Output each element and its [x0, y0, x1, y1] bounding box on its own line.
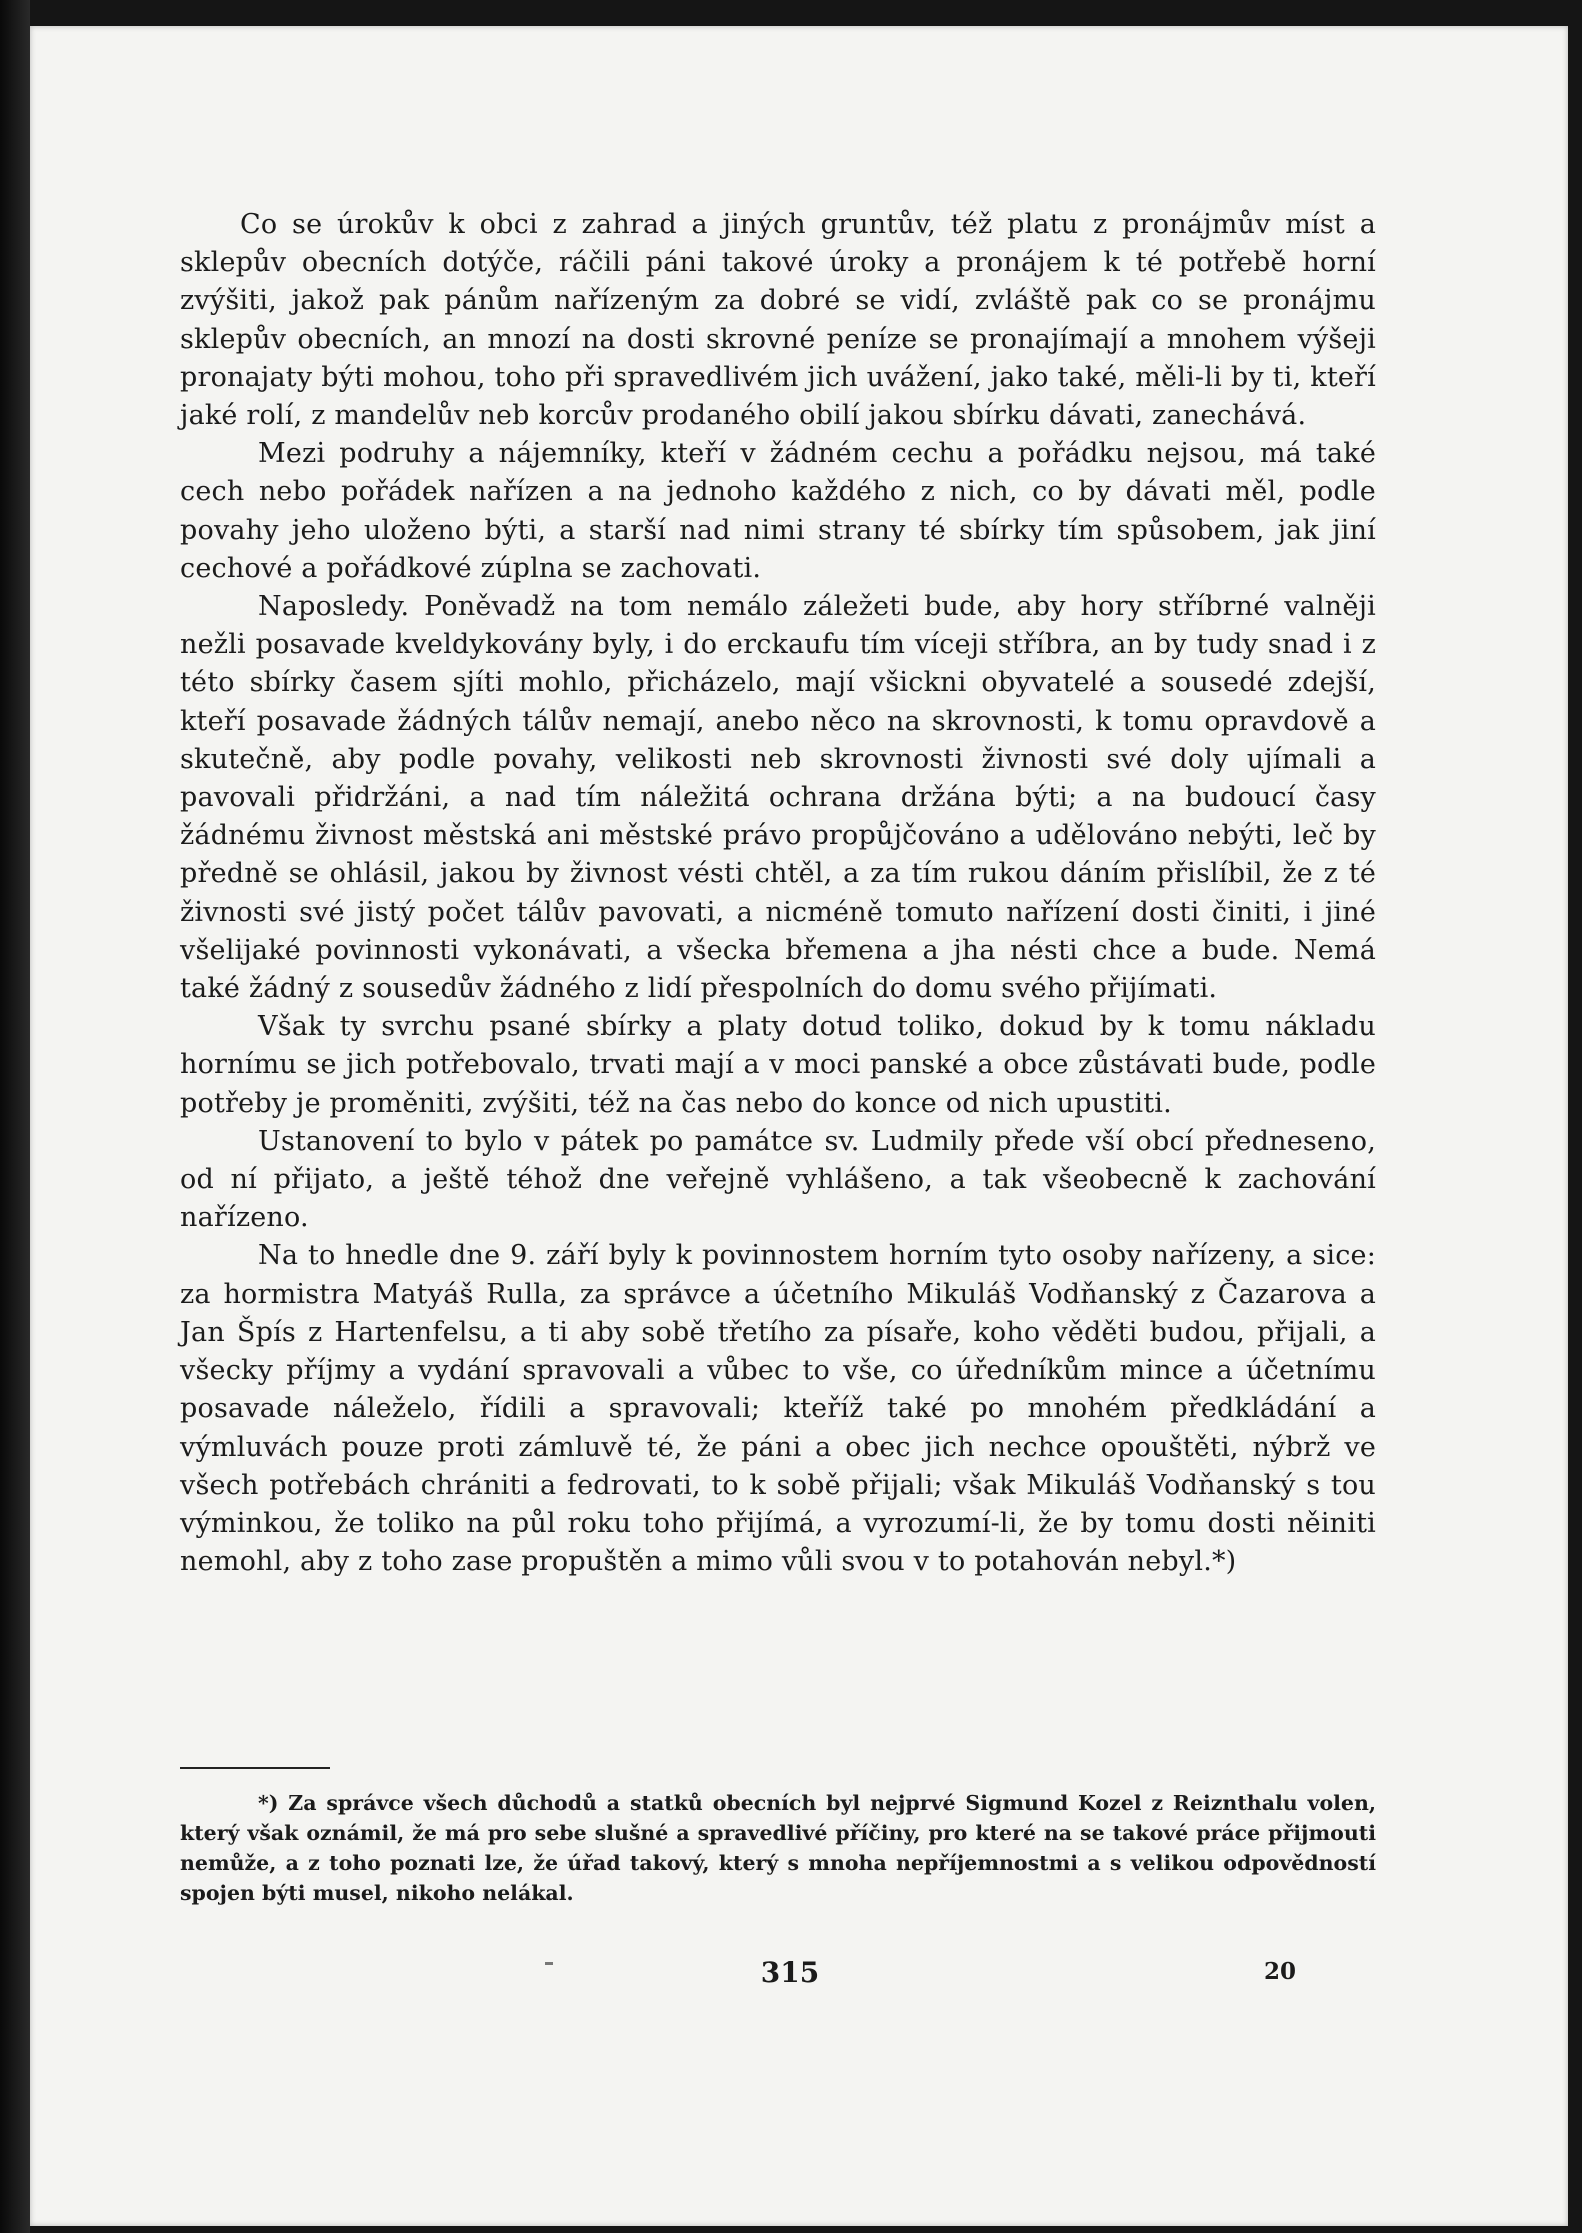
binding-shadow: [0, 0, 30, 2233]
paragraph: Co se úrokův k obci z zahrad a jiných gruntův, též platu z pronájmův míst a sklepův obecních dotýče, ráčili páni takové úroky a pronájem k té potřebě horní zvýšiti, jakož pak pánům nařízeným za dobré se vidí, zvláště pak co se pronájmu sklepův obecních, an mnozí na dosti skrovné peníze se pronajímají a mnohem výšeji pronajaty býti mohou, toho při spravedlivém jich uvážení, jako také, měli-li by ti, kteří jaké rolí, z mandelův neb korcův prodaného obilí jakou sbírku dávati, zanechává.: [180, 209, 1376, 432]
page-number: 315: [760, 1956, 820, 1989]
footnote: *) Za správce všech důchodů a statků obecních byl nejprvé Sigmund Kozel z Reiznthalu volen, který však oznámil, že má pro sebe slušné a spravedlivé příčiny, pro které na se takové práce přijmouti nemůže, a z toho poznati lze, že úřad takový, který s mnoha nepříjemnostmi a s velikou odpovědností spojen býti musel, nikoho nelákal.: [180, 1791, 1376, 1905]
document-page: [30, 26, 1568, 2226]
paragraph: Však ty svrchu psané sbírky a platy dotud toliko, dokud by k tomu nákladu hornímu se jich potřebovalo, trvati mají a v moci panské a obce zůstávati bude, podle potřeby je proměniti, zvýšiti, též na čas nebo do konce od nich upustiti.: [180, 1011, 1376, 1119]
paragraph: Mezi podruhy a nájemníky, kteří v žádném cechu a pořádku nejsou, má také cech nebo pořádek nařízen a na jednoho každého z nich, co by dávati měl, podle povahy jeho uloženo býti, a starší nad nimi strany té sbírky tím spůsobem, jak jiní cechové a pořádkové zúplna se zachovati.: [180, 438, 1376, 584]
paragraph: Ustanovení to bylo v pátek po památce sv. Ludmily přede vší obcí předneseno, od ní přijato, a ještě téhož dne veřejně vyhlášeno, a tak všeobecně k zachování nařízeno.: [180, 1125, 1376, 1234]
paragraph: Naposledy. Poněvadž na tom nemálo záležeti bude, aby hory stříbrné valněji nežli posavade kveldykovány byly, i do erckaufu tím víceji stříbra, an by tudy snad i z této sbírky časem sjíti mohlo, přicházelo, mají všickni obyvatelé a sousedé zdejší, kteří posavade žádných tálův nemají, anebo něco na skrovnosti, k tomu opravdově a skutečně, aby podle povahy, velikosti neb skrovnosti živnosti své doly ujímali a pavovali přidržáni, a nad tím náležitá ochrana držána býti; a na budoucí časy žádnému živnost městská ani městské právo propůjčováno a udělováno nebýti, leč by předně se ohlásil, jakou by živnost vésti chtěl, a za tím rukou dáním přislíbil, že z té živnosti své jistý počet tálův pavovati, a nicméně tomuto nařízení dosti činiti, i jiné všelijaké povinnosti vykonávati, a všecka břemena a jha nésti chce a bude. Nemá také žádný z sousedův žádného z lidí přespolních do domu svého přijímati.: [180, 591, 1376, 1005]
paragraph: Na to hnedle dne 9. září byly k povinnostem horním tyto osoby nařízeny, a sice: za hormistra Matyáš Rulla, za správce a účetního Mikuláš Vodňanský z Čazarova a Jan Špís z Hartenfelsu, a ti aby sobě třetího za písaře, koho věděti budou, přijali, a všecky příjmy a vydání spravovali a vůbec to vše, co úředníkům mince a účetnímu posavade náleželo, řídili a spravovali; kteříž také po mnohém předkládání a výmluvách pouze proti zámluvě té, že páni a obec jich nechce opouštěti, nýbrž ve všech potřebách chrániti a fedrovati, to k sobě přijali; však Mikuláš Vodňanský s tou výminkou, že toliko na půl roku toho přijímá, a vyrozumí-li, že by tomu dosti něiniti nemohl, aby z toho zase propuštěn a mimo vůli svou v to potahován nebyl.*): [180, 1240, 1376, 1578]
main-text: [180, 206, 1376, 1581]
print-mark: [545, 1962, 553, 1965]
footnote-divider: [180, 1767, 330, 1769]
signature-mark: 20: [1263, 1958, 1296, 1985]
